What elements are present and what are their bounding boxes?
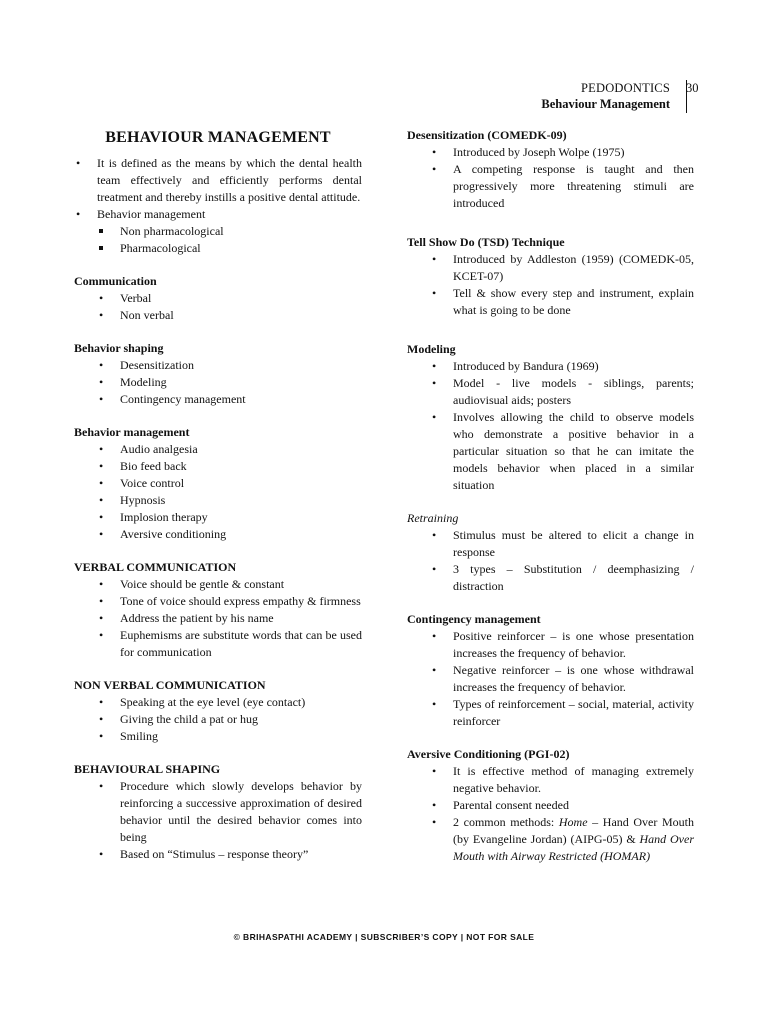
verbal-communication-list bbox=[74, 576, 362, 661]
non-verbal-communication-list bbox=[74, 694, 362, 745]
intro-list bbox=[74, 155, 362, 223]
list-item: • Desensitization bbox=[74, 357, 362, 374]
list-item: • Implosion therapy bbox=[74, 509, 362, 526]
list-item: • Involves allowing the child to observe models who demonstrate a positive behavior in a particular situation so that he can imitate the models behavior when placed in a similar situation bbox=[407, 409, 694, 494]
list-item: • Speaking at the eye level (eye contact) bbox=[74, 694, 362, 711]
list-item: • Bio feed back bbox=[74, 458, 362, 475]
list-item: Non pharmacological bbox=[74, 223, 362, 240]
list-item: • It is defined as the means by which the dental health team effectively and efficiently performs dental treatment and thereby instills a positive dental attitude. bbox=[74, 155, 362, 206]
section-title-behavior-management: Behavior management bbox=[74, 425, 190, 439]
list-item: • Positive reinforcer – is one whose presentation increases the frequency of behavior. bbox=[407, 628, 694, 662]
intro-sublist bbox=[74, 223, 362, 257]
list-item: • Euphemisms are substitute words that can be used for communication bbox=[74, 627, 362, 661]
list-item: • Based on “Stimulus – response theory” bbox=[74, 846, 362, 863]
methods-intro-text: 2 common methods: bbox=[453, 815, 559, 829]
list-item: • Behavior management bbox=[74, 206, 362, 223]
list-item: • Modeling bbox=[74, 374, 362, 391]
header-section: Behaviour Management bbox=[541, 97, 670, 111]
section-title-non-verbal-communication: NON VERBAL COMMUNICATION bbox=[74, 678, 266, 692]
list-item: • Contingency management bbox=[74, 391, 362, 408]
section-title-behavior-shaping: Behavior shaping bbox=[74, 341, 164, 355]
list-item: • Types of reinforcement – social, material, activity reinforcer bbox=[407, 696, 694, 730]
section-title-verbal-communication: VERBAL COMMUNICATION bbox=[74, 560, 237, 574]
header-subject: PEDODONTICS bbox=[580, 81, 670, 95]
section-title-aversive-conditioning: Aversive Conditioning (PGI-02) bbox=[407, 747, 570, 761]
list-item: • It is effective method of managing extremely negative behavior. bbox=[407, 763, 694, 797]
list-item: • Verbal bbox=[74, 290, 362, 307]
section-title-modeling: Modeling bbox=[407, 342, 456, 356]
list-item: • Parental consent needed bbox=[407, 797, 694, 814]
list-item: • Audio analgesia bbox=[74, 441, 362, 458]
list-item: • 3 types – Substitution / deemphasizing / distraction bbox=[407, 561, 694, 595]
list-item: • Smiling bbox=[74, 728, 362, 745]
section-title-tell-show-do: Tell Show Do (TSD) Technique bbox=[407, 235, 565, 249]
page-title: BEHAVIOUR MANAGEMENT bbox=[105, 129, 331, 146]
section-title-behavioural-shaping: BEHAVIOURAL SHAPING bbox=[74, 762, 221, 776]
list-item: • Hypnosis bbox=[74, 492, 362, 509]
list-item: Pharmacological bbox=[74, 240, 362, 257]
communication-list bbox=[74, 290, 362, 324]
behavioural-shaping-list bbox=[74, 778, 362, 863]
left-column bbox=[74, 127, 362, 863]
list-item: • Address the patient by his name bbox=[74, 610, 362, 627]
behavior-management-list bbox=[74, 441, 362, 543]
homar-term: Hand Over Mouth with Airway Restricted (HOMAR) bbox=[453, 832, 694, 863]
list-item: • Stimulus must be altered to elicit a change in response bbox=[407, 527, 694, 561]
list-item: • Voice should be gentle & constant bbox=[74, 576, 362, 593]
methods-mid-text: – Hand Over Mouth (by Evangeline Jordan) (AIPG-05) & bbox=[453, 815, 694, 846]
section-title-communication: Communication bbox=[74, 274, 157, 288]
section-title-desensitization: Desensitization (COMEDK-09) bbox=[407, 128, 567, 142]
modeling-list bbox=[407, 358, 694, 494]
list-item: • Tone of voice should express empathy & firmness bbox=[74, 593, 362, 610]
contingency-management-list bbox=[407, 628, 694, 730]
list-item: • Voice control bbox=[74, 475, 362, 492]
behavior-shaping-list bbox=[74, 357, 362, 408]
section-title-contingency-management: Contingency management bbox=[407, 612, 541, 626]
list-item: • Giving the child a pat or hug bbox=[74, 711, 362, 728]
list-item bbox=[407, 814, 694, 865]
page-header bbox=[541, 80, 699, 112]
list-item: • Aversive conditioning bbox=[74, 526, 362, 543]
right-column bbox=[407, 127, 694, 865]
home-term: Home bbox=[558, 815, 588, 829]
list-item: • Non verbal bbox=[74, 307, 362, 324]
page-number: 30 bbox=[686, 81, 699, 95]
section-title-retraining: Retraining bbox=[407, 511, 459, 525]
list-item: • Introduced by Joseph Wolpe (1975) bbox=[407, 144, 694, 161]
page-footer: © BRIHASPATHI ACADEMY | SUBSCRIBER’S COPY | NOT FOR SALE bbox=[233, 932, 535, 942]
retraining-list bbox=[407, 527, 694, 595]
list-item: • Model - live models - siblings, parents; audiovisual aids; posters bbox=[407, 375, 694, 409]
list-item: • Tell & show every step and instrument, explain what is going to be done bbox=[407, 285, 694, 319]
list-item: • Negative reinforcer – is one whose withdrawal increases the frequency of behavior. bbox=[407, 662, 694, 696]
aversive-conditioning-list bbox=[407, 763, 694, 865]
list-item: • Introduced by Bandura (1969) bbox=[407, 358, 694, 375]
list-item: • Introduced by Addleston (1959) (COMEDK-05, KCET-07) bbox=[407, 251, 694, 285]
list-item: • A competing response is taught and then progressively more threatening stimuli are introduced bbox=[407, 161, 694, 212]
list-item: • Procedure which slowly develops behavior by reinforcing a successive approximation of desired behavior until the desired behavior comes into being bbox=[74, 778, 362, 846]
tell-show-do-list bbox=[407, 251, 694, 319]
desensitization-list bbox=[407, 144, 694, 212]
